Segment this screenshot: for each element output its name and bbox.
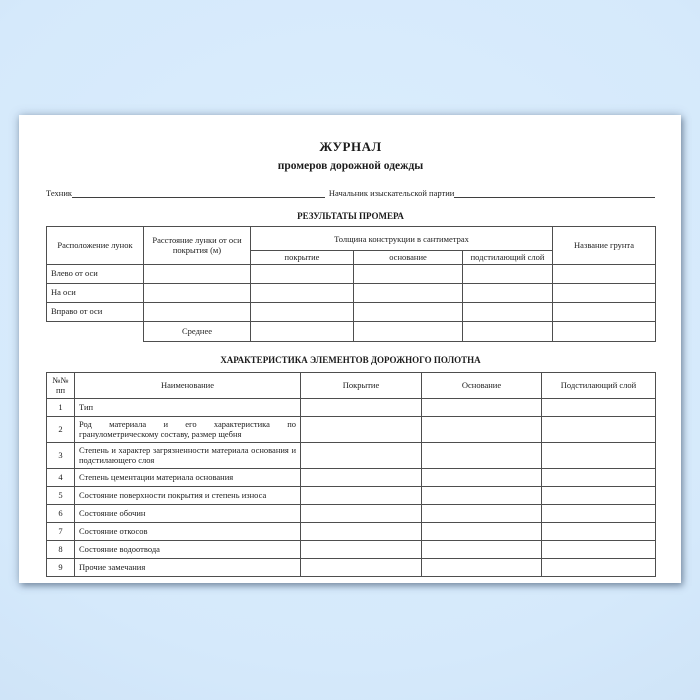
row-name: Степень и характер загрязненности материала основания и подстилающего слоя xyxy=(75,442,301,468)
empty-cell xyxy=(542,540,656,558)
empty-cell xyxy=(542,442,656,468)
table-row xyxy=(47,302,656,321)
row-name: Степень цементации материала основания xyxy=(75,468,301,486)
empty-cell xyxy=(463,302,553,321)
table-row xyxy=(47,486,656,504)
col-header-coating: Покрытие xyxy=(301,372,422,398)
empty-cell xyxy=(301,522,422,540)
row-name: Тип xyxy=(75,398,301,416)
empty-cell xyxy=(301,504,422,522)
table-row xyxy=(47,416,656,442)
document-page xyxy=(19,115,681,583)
technician-label: Техник xyxy=(46,188,73,198)
empty-cell xyxy=(542,522,656,540)
empty-cell xyxy=(422,442,542,468)
empty-cell xyxy=(422,522,542,540)
col-header-underlying-layer: Подстилающий слой xyxy=(542,372,656,398)
technician-signature-line xyxy=(72,189,325,198)
col-header-name: Наименование xyxy=(75,372,301,398)
row-number: 5 xyxy=(47,486,75,504)
row-number: 6 xyxy=(47,504,75,522)
average-label: Среднее xyxy=(144,321,251,341)
empty-cell xyxy=(301,398,422,416)
empty-cell xyxy=(542,468,656,486)
row-label-left-of-axis: Влево от оси xyxy=(47,264,144,283)
row-name: Состояние обочин xyxy=(75,504,301,522)
empty-cell xyxy=(422,468,542,486)
table-row xyxy=(47,540,656,558)
chief-label: Начальник изыскательской партии xyxy=(328,188,455,198)
empty-cell xyxy=(463,283,553,302)
empty-cell xyxy=(463,264,553,283)
row-number: 7 xyxy=(47,522,75,540)
empty-cell xyxy=(144,302,251,321)
empty-cell xyxy=(553,321,656,341)
table-row xyxy=(47,283,656,302)
row-number: 9 xyxy=(47,558,75,576)
row-number: 1 xyxy=(47,398,75,416)
average-row xyxy=(47,321,656,341)
empty-cell xyxy=(422,416,542,442)
empty-cell xyxy=(251,321,354,341)
borderless-spacer-cell xyxy=(47,321,144,341)
col-header-soil-name: Название грунта xyxy=(553,227,656,264)
empty-cell xyxy=(251,302,354,321)
col-header-location: Расположение лунок xyxy=(47,227,144,264)
row-number: 8 xyxy=(47,540,75,558)
empty-cell xyxy=(301,442,422,468)
table-row xyxy=(47,522,656,540)
col-header-number: №№ пп xyxy=(47,372,75,398)
empty-cell xyxy=(251,264,354,283)
empty-cell xyxy=(354,321,463,341)
empty-cell xyxy=(553,302,656,321)
empty-cell xyxy=(422,486,542,504)
empty-cell xyxy=(463,321,553,341)
col-header-distance: Расстояние лунки от оси покрытия (м) xyxy=(144,227,251,264)
col-header-base: Основание xyxy=(422,372,542,398)
col-header-base: основание xyxy=(354,251,463,264)
col-header-coating: покрытие xyxy=(251,251,354,264)
empty-cell xyxy=(354,302,463,321)
row-label-on-axis: На оси xyxy=(47,283,144,302)
table-row xyxy=(47,264,656,283)
row-name: Состояние поверхности покрытия и степень износа xyxy=(75,486,301,504)
table-row xyxy=(47,398,656,416)
row-number: 3 xyxy=(47,442,75,468)
empty-cell xyxy=(301,486,422,504)
empty-cell xyxy=(553,264,656,283)
empty-cell xyxy=(542,558,656,576)
empty-cell xyxy=(542,504,656,522)
empty-cell xyxy=(422,504,542,522)
document-subtitle: промеров дорожной одежды xyxy=(277,160,424,172)
table-row xyxy=(47,442,656,468)
empty-cell xyxy=(144,264,251,283)
chief-signature-line xyxy=(454,189,655,198)
road-bed-characteristics-table xyxy=(46,372,656,577)
table-row xyxy=(47,558,656,576)
row-label-right-of-axis: Вправо от оси xyxy=(47,302,144,321)
row-name: Состояние откосов xyxy=(75,522,301,540)
table-row xyxy=(47,468,656,486)
section2-title: ХАРАКТЕРИСТИКА ЭЛЕМЕНТОВ ДОРОЖНОГО ПОЛОТНА xyxy=(220,354,481,365)
document-title: ЖУРНАЛ xyxy=(319,139,382,154)
col-header-thickness-group: Толщина конструкции в сантиметрах xyxy=(251,227,553,251)
row-number: 4 xyxy=(47,468,75,486)
row-name: Прочие замечания xyxy=(75,558,301,576)
empty-cell xyxy=(301,416,422,442)
row-name: Состояние водоотвода xyxy=(75,540,301,558)
row-name: Род материала и его характеристика по гранулометрическому составу, размер щебня xyxy=(75,416,301,442)
measurement-results-table xyxy=(46,226,656,341)
empty-cell xyxy=(144,283,251,302)
empty-cell xyxy=(542,486,656,504)
empty-cell xyxy=(301,540,422,558)
empty-cell xyxy=(251,283,354,302)
empty-cell xyxy=(354,283,463,302)
empty-cell xyxy=(354,264,463,283)
section1-title: РЕЗУЛЬТАТЫ ПРОМЕРА xyxy=(297,211,404,222)
empty-cell xyxy=(301,468,422,486)
table-row xyxy=(47,504,656,522)
empty-cell xyxy=(422,398,542,416)
empty-cell xyxy=(542,416,656,442)
row-number: 2 xyxy=(47,416,75,442)
empty-cell xyxy=(422,540,542,558)
empty-cell xyxy=(301,558,422,576)
empty-cell xyxy=(553,283,656,302)
empty-cell xyxy=(422,558,542,576)
col-header-underlying-layer: подстилающий слой xyxy=(463,251,553,264)
empty-cell xyxy=(542,398,656,416)
signature-row xyxy=(46,189,655,198)
